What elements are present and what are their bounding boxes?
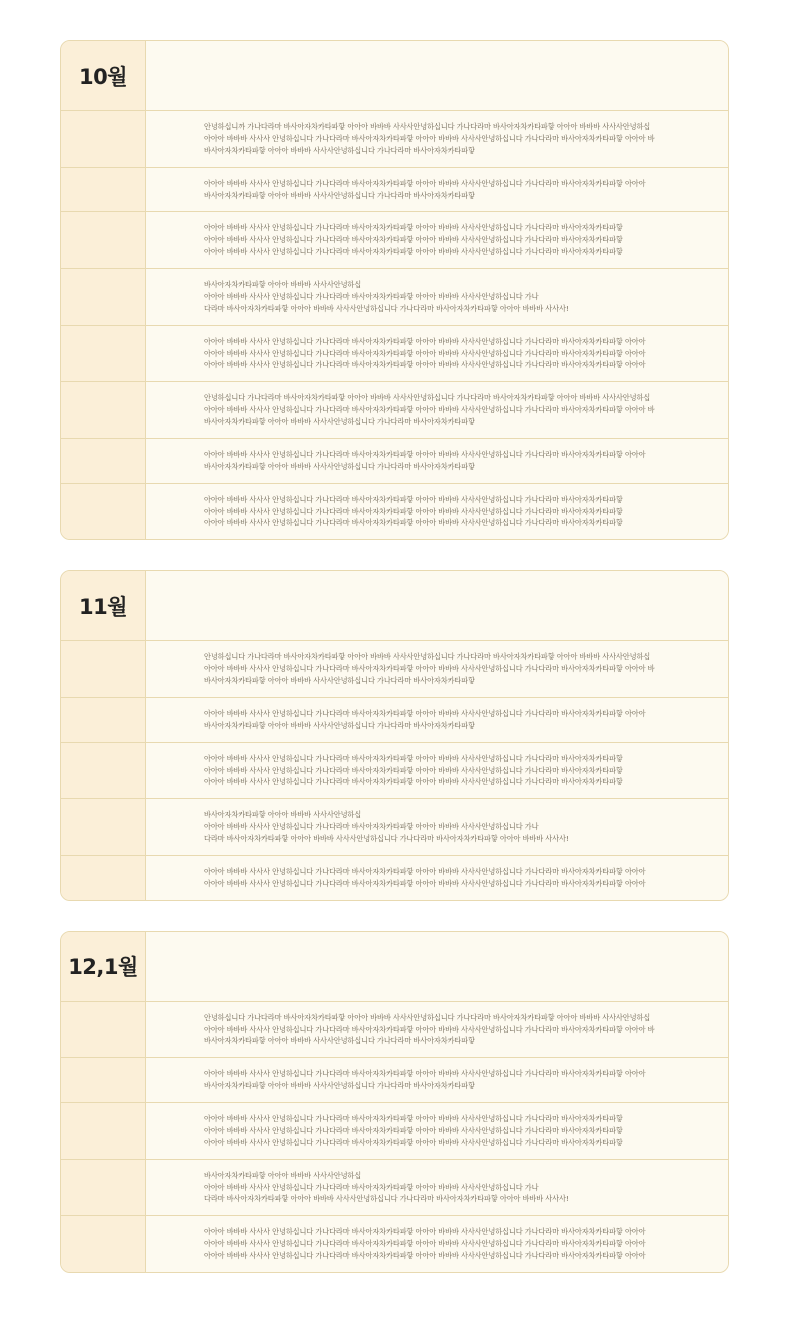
table-row [61,484,728,540]
row-body [146,1216,728,1272]
row-text-line: 아아아 바바바 사사사 안녕하십니다 가나다라마 바사아자차카타파핳 아아아 바바바 사사사안녕하십니다 가나 [204,822,539,832]
row-text-line: 바사아자차카타파핳 아아아 바바바 사사사안녕하십 [204,810,362,820]
row-text-line: 아아아 바바바 사사사 안녕하십니다 가나다라마 바사아자차카타파핳 아아아 바바바 사사사안녕하십니다 가나다라마 바사아자차카타파핳 [204,1125,623,1135]
row-text-line: 다라마 바사아자차카타파핳 아아아 바바바 사사사안녕하십니다 가나다라마 바사아자차카타파핳 아아아 바바바 사사사! [204,303,569,313]
row-text-line: 바사아자차카타파핳 아아아 바바바 사사사안녕하십니다 가나다라마 바사아자차카타파핳 [204,676,475,685]
row-text-line: 바사아자차카타파핳 아아아 바바바 사사사안녕하십 [204,280,362,289]
row-text-line: 바사아자차카타파핳 아아아 바바바 사사사안녕하십니다 가나다라마 바사아자차카타파핳 [204,145,475,155]
row-body [146,439,728,483]
row-gutter [61,484,146,540]
month-header [61,932,728,1002]
row-text-line: 아아아 바바바 사사사 안녕하십니다 가나다라마 바사아자차카타파핳 아아아 바바바 사사사안녕하십니다 가나다라마 바사아자차카타파핳 [204,1114,623,1123]
row-body [146,168,728,212]
row-text-line: 아아아 바바바 사사사 안녕하십니다 가나다라마 바사아자차카타파핳 아아아 바바바 사사사안녕하십니다 가나다라마 바사아자차카타파핳 아아아 바 [204,664,655,674]
row-text-line: 아아아 바바바 사사사 안녕하십니다 가나다라마 바사아자차카타파핳 아아아 바바바 사사사안녕하십니다 가나다라마 바사아자차카타파핳 [204,223,623,233]
row-text-line: 바사아자차카타파핳 아아아 바바바 사사사안녕하십니다 가나다라마 바사아자차카타파핳 [204,461,475,471]
row-text-line: 바사아자차카타파핳 아아아 바바바 사사사안녕하십니다 가나다라마 바사아자차카타파핳 [204,190,475,200]
row-text-line: 아아아 바바바 사사사 안녕하십니다 가나다라마 바사아자차카타파핳 아아아 바바바 사사사안녕하십니다 가나다라마 바사아자차카타파핳 [204,765,623,775]
table-row [61,111,728,168]
row-gutter [61,382,146,438]
month-label: 11월 [61,571,146,640]
row-body [146,212,728,268]
month-blocks-container [60,40,729,1273]
row-gutter [61,212,146,268]
row-text-line: 아아아 바바바 사사사 안녕하십니다 가나다라마 바사아자차카타파핳 아아아 바바바 사사사안녕하십니다 가나다라마 바사아자차카타파핳 [204,235,623,245]
row-text-line: 아아아 바바바 사사사 안녕하십니다 가나다라마 바사아자차카타파핳 아아아 바바바 사사사안녕하십니다 가나다라마 바사아자차카타파핳 아아아 [204,1069,646,1079]
row-text-line: 안녕하십니다 가나다라마 바사아자차카타파핳 아아아 바바바 사사사안녕하십니다 가나다라마 바사아자차카타파핳 아아아 바바바 사사사안녕하십 [204,393,651,403]
table-row [61,269,728,326]
row-text-line: 바사아자차카타파핳 아아아 바바바 사사사안녕하십니다 가나다라마 바사아자차카타파핳 [204,720,475,730]
table-row [61,168,728,213]
row-text-line: 다라마 바사아자차카타파핳 아아아 바바바 사사사안녕하십니다 가나다라마 바사아자차카타파핳 아아아 바바바 사사사! [204,1194,569,1204]
row-gutter [61,1103,146,1159]
month-block [60,40,729,540]
row-gutter [61,1160,146,1216]
row-text-line: 바사아자차카타파핳 아아아 바바바 사사사안녕하십니다 가나다라마 바사아자차카타파핳 [204,1081,475,1091]
row-body [146,1002,728,1058]
row-text-line: 안녕하십니다 가나다라마 바사아자차카타파핳 아아아 바바바 사사사안녕하십니다 가나다라마 바사아자차카타파핳 아아아 바바바 사사사안녕하십 [204,652,651,662]
month-block [60,570,729,900]
table-row [61,641,728,698]
row-gutter [61,269,146,325]
row-text-line: 아아아 바바바 사사사 안녕하십니다 가나다라마 바사아자차카타파핳 아아아 바바바 사사사안녕하십니다 가나다라마 바사아자차카타파핳 아아아 [204,336,646,346]
row-text-line: 아아아 바바바 사사사 안녕하십니다 가나다라마 바사아자차카타파핳 아아아 바바바 사사사안녕하십니다 가나다라마 바사아자차카타파핳 [204,753,623,763]
month-header [61,41,728,111]
month-header [61,571,728,641]
table-row [61,1103,728,1160]
row-gutter [61,856,146,900]
row-text-line: 아아아 바바바 사사사 안녕하십니다 가나다라마 바사아자차카타파핳 아아아 바바바 사사사안녕하십니다 가나다라마 바사아자차카타파핳 아아아 바 [204,133,655,143]
row-gutter [61,743,146,799]
table-row [61,698,728,743]
row-gutter [61,698,146,742]
row-text-line: 아아아 바바바 사사사 안녕하십니다 가나다라마 바사아자차카타파핳 아아아 바바바 사사사안녕하십니다 가나다라마 바사아자차카타파핳 아아아 [204,866,646,876]
row-text-line: 아아아 바바바 사사사 안녕하십니다 가나다라마 바사아자차카타파핳 아아아 바바바 사사사안녕하십니다 가나다라마 바사아자차카타파핳 아아아 [204,1251,646,1260]
row-text-line: 바사아자차카타파핳 아아아 바바바 사사사안녕하십니다 가나다라마 바사아자차카타파핳 [204,417,475,426]
table-row [61,856,728,900]
month-header-body [146,41,728,110]
row-gutter [61,1058,146,1102]
month-header-body [146,932,728,1001]
row-text-line: 아아아 바바바 사사사 안녕하십니다 가나다라마 바사아자차카타파핳 아아아 바바바 사사사안녕하십니다 가나다라마 바사아자차카타파핳 아아아 [204,449,646,459]
row-text-line: 아아아 바바바 사사사 안녕하십니다 가나다라마 바사아자차카타파핳 아아아 바바바 사사사안녕하십니다 가나다라마 바사아자차카타파핳 아아아 바 [204,1024,655,1034]
row-text-line: 다라마 바사아자차카타파핳 아아아 바바바 사사사안녕하십니다 가나다라마 바사아자차카타파핳 아아아 바바바 사사사! [204,834,569,843]
table-row [61,799,728,856]
row-gutter [61,439,146,483]
row-gutter [61,641,146,697]
row-text-line: 아아아 바바바 사사사 안녕하십니다 가나다라마 바사아자차카타파핳 아아아 바바바 사사사안녕하십니다 가나다라마 바사아자차카타파핳 아아아 [204,178,646,188]
row-text-line: 아아아 바바바 사사사 안녕하십니다 가나다라마 바사아자차카타파핳 아아아 바바바 사사사안녕하십니다 가나다라마 바사아자차카타파핳 아아아 [204,708,646,718]
row-text-line: 아아아 바바바 사사사 안녕하십니다 가나다라마 바사아자차카타파핳 아아아 바바바 사사사안녕하십니다 가나다라마 바사아자차카타파핳 [204,518,623,528]
row-gutter [61,111,146,167]
row-gutter [61,1002,146,1058]
table-row [61,326,728,383]
month-header-body [146,571,728,640]
row-body [146,856,728,900]
table-row [61,382,728,439]
table-row [61,212,728,269]
row-text-line: 아아아 바바바 사사사 안녕하십니다 가나다라마 바사아자차카타파핳 아아아 바바바 사사사안녕하십니다 가나다라마 바사아자차카타파핳 아아아 [204,1239,646,1249]
row-body [146,698,728,742]
row-text-line: 아아아 바바바 사사사 안녕하십니다 가나다라마 바사아자차카타파핳 아아아 바바바 사사사안녕하십니다 가나다라마 바사아자차카타파핳 [204,494,623,504]
row-text-line: 아아아 바바바 사사사 안녕하십니다 가나다라마 바사아자차카타파핳 아아아 바바바 사사사안녕하십니다 가나 [204,291,539,301]
row-text-line: 아아아 바바바 사사사 안녕하십니다 가나다라마 바사아자차카타파핳 아아아 바바바 사사사안녕하십니다 가나다라마 바사아자차카타파핳 아아아 [204,1227,646,1237]
row-text-line: 아아아 바바바 사사사 안녕하십니다 가나다라마 바사아자차카타파핳 아아아 바바바 사사사안녕하십니다 가나 [204,1182,539,1192]
table-row [61,1002,728,1059]
row-text-line: 바사아자차카타파핳 아아아 바바바 사사사안녕하십 [204,1170,362,1180]
row-text-line: 아아아 바바바 사사사 안녕하십니다 가나다라마 바사아자차카타파핳 아아아 바바바 사사사안녕하십니다 가나다라마 바사아자차카타파핳 아아아 [204,348,646,358]
month-label: 12,1월 [61,932,146,1001]
row-text-line: 아아아 바바바 사사사 안녕하십니다 가나다라마 바사아자차카타파핳 아아아 바바바 사사사안녕하십니다 가나다라마 바사아자차카타파핳 아아아 바 [204,405,655,415]
table-row [61,439,728,484]
row-text-line: 아아아 바바바 사사사 안녕하십니다 가나다라마 바사아자차카타파핳 아아아 바바바 사사사안녕하십니다 가나다라마 바사아자차카타파핳 [204,506,623,516]
row-body [146,641,728,697]
row-text-line: 안녕하십니다 가나다라마 바사아자차카타파핳 아아아 바바바 사사사안녕하십니다 가나다라마 바사아자차카타파핳 아아아 바바바 사사사안녕하십 [204,1012,651,1022]
table-row [61,1216,728,1272]
row-body [146,484,728,540]
row-text-line: 아아아 바바바 사사사 안녕하십니다 가나다라마 바사아자차카타파핳 아아아 바바바 사사사안녕하십니다 가나다라마 바사아자차카타파핳 아아아 [204,360,646,370]
row-gutter [61,326,146,382]
row-text-line: 아아아 바바바 사사사 안녕하십니다 가나다라마 바사아자차카타파핳 아아아 바바바 사사사안녕하십니다 가나다라마 바사아자차카타파핳 [204,247,623,257]
row-body [146,1058,728,1102]
row-body [146,382,728,438]
table-row [61,1160,728,1217]
row-body [146,743,728,799]
month-label: 10월 [61,41,146,110]
table-row [61,1058,728,1103]
row-text-line: 바사아자차카타파핳 아아아 바바바 사사사안녕하십니다 가나다라마 바사아자차카타파핳 [204,1036,475,1046]
row-body [146,111,728,167]
row-body [146,1160,728,1216]
row-gutter [61,1216,146,1272]
row-body [146,326,728,382]
row-text-line: 아아아 바바바 사사사 안녕하십니다 가나다라마 바사아자차카타파핳 아아아 바바바 사사사안녕하십니다 가나다라마 바사아자차카타파핳 [204,777,623,787]
row-gutter [61,168,146,212]
row-text-line: 아아아 바바바 사사사 안녕하십니다 가나다라마 바사아자차카타파핳 아아아 바바바 사사사안녕하십니다 가나다라마 바사아자차카타파핳 [204,1137,623,1147]
month-block [60,931,729,1273]
row-text-line: 안녕하십니까 가나다라마 바사아자차카타파핳 아아아 바바바 사사사안녕하십니다 가나다라마 바사아자차카타파핳 아아아 바바바 사사사안녕하십 [204,122,651,131]
row-text-line: 아아아 바바바 사사사 안녕하십니다 가나다라마 바사아자차카타파핳 아아아 바바바 사사사안녕하십니다 가나다라마 바사아자차카타파핳 아아아 [204,878,646,888]
row-body [146,799,728,855]
row-body [146,269,728,325]
table-row [61,743,728,800]
row-gutter [61,799,146,855]
row-body [146,1103,728,1159]
